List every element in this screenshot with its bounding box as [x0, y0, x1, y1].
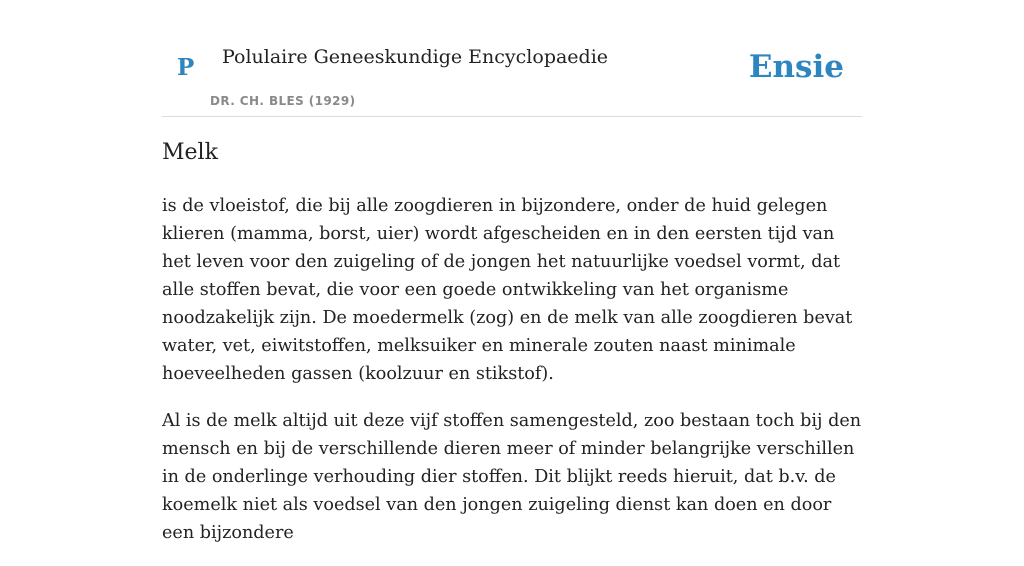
- book-title[interactable]: Polulaire Geneeskundige Encyclopaedie: [222, 46, 609, 68]
- book-logo-letter[interactable]: P: [177, 54, 195, 81]
- book-header: [162, 0, 862, 117]
- entry-paragraph-1: is de vloeistof, die bij alle zoogdieren in bijzondere, onder de huid gelegen klieren (mamma, borst, uier) wordt afgescheiden en in den eersten tijd van het leven voor den zuigeling of de jongen het natuurlijke voedsel vormt, dat alle stoffen bevat, die voor een goede ontwikkeling van het organisme noodzakelijk zijn. De moedermelk (zog) en de melk van alle zoogdieren bevat water, vet, eiwitstoffen, melksuiker en minerale zouten naast minimale hoeveelheden gassen (koolzuur en stikstof).: [162, 196, 853, 384]
- ensie-logo-link[interactable]: Ensie: [748, 49, 844, 85]
- entry-title: Melk: [162, 140, 218, 165]
- entry-body: [162, 192, 862, 566]
- book-author: DR. CH. BLES (1929): [210, 94, 356, 108]
- entry-paragraph-2: Al is de melk altijd uit deze vijf stoffen samengesteld, zoo bestaan toch bij den mensch en bij de verschillende dieren meer of minder belangrijke verschillen in de onderlinge verhouding dier stoffen. Dit blijkt reeds hieruit, dat b.v. de koemelk niet als voedsel van den jongen zuigeling dienst kan doen en door een bijzondere: [162, 411, 862, 543]
- content-container: [162, 0, 862, 543]
